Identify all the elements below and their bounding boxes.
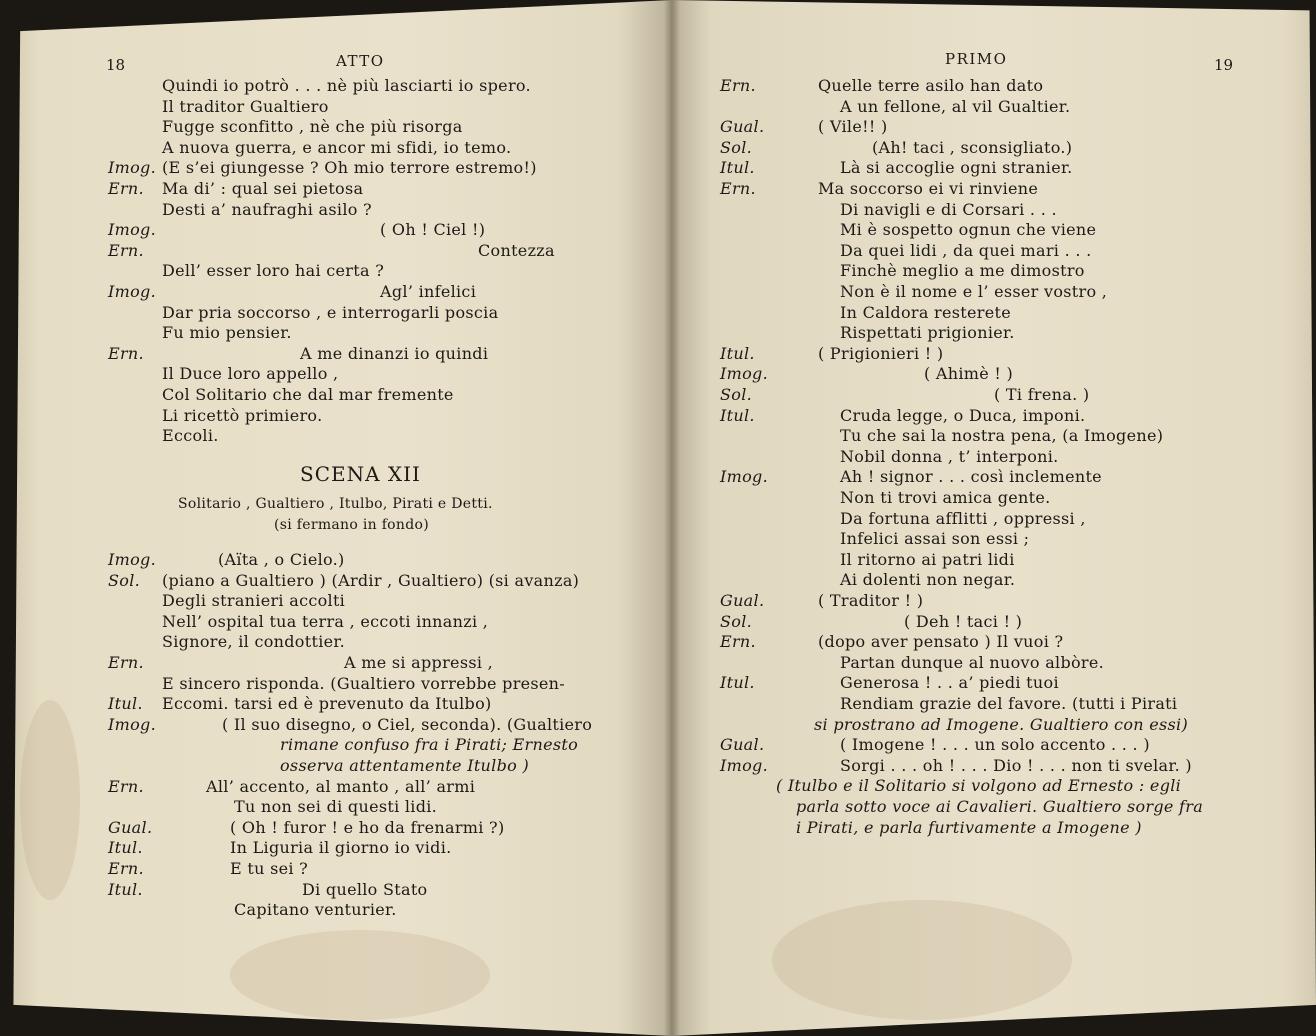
verse-line: Finchè meglio a me dimostro bbox=[840, 261, 1085, 281]
verse-line: In Liguria il giorno io vidi. bbox=[230, 838, 452, 858]
verse-line: Eccoli. bbox=[162, 426, 219, 446]
speaker-label: Ern. bbox=[108, 776, 144, 796]
verse-line: Contezza bbox=[478, 240, 555, 260]
speaker-label: Imog. bbox=[108, 220, 156, 240]
speaker-label: Imog. bbox=[108, 714, 156, 734]
verse-line: Dar pria soccorso , e interrogarli poscia bbox=[162, 302, 499, 322]
speaker-label: Imog. bbox=[720, 364, 768, 384]
right-page-number: 19 bbox=[1214, 56, 1234, 74]
speaker-label: Ern. bbox=[720, 632, 756, 652]
verse-line: si prostrano ad Imogene. Gualtiero con essi) bbox=[814, 714, 1188, 734]
scene-cast: Solitario , Gualtiero , Itulbo, Pirati e Detti. bbox=[178, 496, 493, 512]
book-gutter bbox=[664, 0, 680, 1036]
verse-line: A nuova guerra, e ancor mi sfidi, io temo. bbox=[162, 137, 512, 157]
water-stain bbox=[772, 900, 1072, 1020]
left-page-number: 18 bbox=[106, 56, 126, 74]
verse-line: ( Il suo disegno, o Ciel, seconda). (Gualtiero bbox=[222, 714, 593, 734]
verse-line: Dell’ esser loro hai certa ? bbox=[162, 261, 385, 281]
verse-line: rimane confuso fra i Pirati; Ernesto bbox=[280, 735, 579, 755]
verse-line: A me dinanzi io quindi bbox=[300, 343, 489, 363]
verse-line: osserva attentamente Itulbo ) bbox=[280, 756, 529, 775]
verse-line: Tu che sai la nostra pena, (a Imogene) bbox=[840, 426, 1164, 446]
verse-line: (Ah! taci , sconsigliato.) bbox=[872, 137, 1073, 157]
verse-line: ( Traditor ! ) bbox=[818, 591, 924, 610]
verse-line: (dopo aver pensato ) Il vuoi ? bbox=[818, 632, 1064, 652]
verse-line: Tu non sei di questi lidi. bbox=[234, 797, 438, 817]
verse-line: Da quei lidi , da quei mari . . . bbox=[840, 240, 1092, 260]
speaker-label: Imog. bbox=[720, 755, 768, 775]
verse-line: (E s’ei giungesse ? Oh mio terrore estremo!) bbox=[162, 158, 537, 178]
verse-line: Eccomi. tarsi ed è prevenuto da Itulbo) bbox=[162, 694, 492, 714]
verse-line: Quelle terre asilo han dato bbox=[818, 76, 1044, 95]
speaker-label: Gual. bbox=[108, 817, 153, 837]
speaker-label: Itul. bbox=[720, 405, 755, 425]
speaker-label: Itul. bbox=[108, 879, 143, 899]
water-stain bbox=[20, 700, 80, 900]
verse-line: ( Prigionieri ! ) bbox=[818, 343, 944, 363]
verse-line: In Caldora resterete bbox=[840, 302, 1011, 322]
verse-line: Generosa ! . . a’ piedi tuoi bbox=[840, 673, 1059, 693]
speaker-label: Imog. bbox=[108, 282, 156, 301]
speaker-label: Imog. bbox=[108, 550, 156, 569]
verse-line: (piano a Gualtiero ) (Ardir , Gualtiero) (si avanza) bbox=[162, 570, 580, 590]
verse-line: E tu sei ? bbox=[230, 859, 309, 878]
verse-line: Rispettati prigionier. bbox=[840, 323, 1015, 343]
left-running-head: ATTO bbox=[336, 52, 385, 70]
verse-line: Il Duce loro appello , bbox=[162, 364, 339, 384]
verse-line: Ai dolenti non negar. bbox=[840, 570, 1016, 590]
verse-line: Li ricettò primiero. bbox=[162, 405, 323, 425]
verse-line: Di navigli e di Corsari . . . bbox=[840, 199, 1057, 219]
speaker-label: Ern. bbox=[108, 653, 144, 672]
verse-line: Col Solitario che dal mar fremente bbox=[162, 385, 454, 404]
verse-line: Ah ! signor . . . così inclemente bbox=[840, 467, 1102, 487]
speaker-label: Sol. bbox=[108, 570, 140, 590]
verse-line: ( Oh ! furor ! e ho da frenarmi ?) bbox=[230, 817, 505, 837]
verse-line: Non ti trovi amica gente. bbox=[840, 488, 1051, 507]
scene-title: SCENA XII bbox=[300, 462, 421, 486]
speaker-label: Imog. bbox=[108, 158, 156, 178]
verse-line: Di quello Stato bbox=[302, 879, 428, 899]
verse-line: Da fortuna afflitti , oppressi , bbox=[840, 508, 1086, 528]
speaker-label: Ern. bbox=[108, 179, 144, 198]
verse-line: Signore, il condottier. bbox=[162, 632, 345, 652]
speaker-label: Ern. bbox=[720, 179, 756, 198]
verse-line: Agl’ infelici bbox=[380, 282, 477, 301]
speaker-label: Gual. bbox=[720, 591, 765, 610]
right-running-head: PRIMO bbox=[945, 50, 1008, 68]
verse-line: Nell’ ospital tua terra , eccoti innanzi , bbox=[162, 611, 489, 631]
speaker-label: Imog. bbox=[720, 467, 768, 487]
speaker-label: Itul. bbox=[720, 158, 755, 178]
verse-line: Partan dunque al nuovo albòre. bbox=[840, 652, 1105, 672]
scene-direction: (si fermano in fondo) bbox=[274, 517, 429, 533]
verse-line: ( Vile!! ) bbox=[818, 117, 888, 137]
verse-line: Desti a’ naufraghi asilo ? bbox=[162, 199, 372, 219]
speaker-label: Itul. bbox=[108, 838, 143, 858]
verse-line: Cruda legge, o Duca, imponi. bbox=[840, 405, 1086, 425]
verse-line: ( Itulbo e il Solitario si volgono ad Ernesto : egli bbox=[776, 776, 1182, 796]
verse-line: i Pirati, e parla furtivamente a Imogene ) bbox=[796, 817, 1142, 837]
verse-line: Sorgi . . . oh ! . . . Dio ! . . . non ti svelar. ) bbox=[840, 755, 1192, 775]
speaker-label: Gual. bbox=[720, 735, 765, 755]
verse-line: Il ritorno ai patri lidi bbox=[840, 549, 1015, 569]
speaker-label: Ern. bbox=[108, 240, 144, 260]
verse-line: Nobil donna , t’ interponi. bbox=[840, 446, 1059, 466]
speaker-label: Gual. bbox=[720, 117, 765, 137]
verse-line: Là si accoglie ogni stranier. bbox=[840, 158, 1073, 178]
verse-line: ( Deh ! taci ! ) bbox=[904, 611, 1023, 631]
verse-line: All’ accento, al manto , all’ armi bbox=[206, 776, 476, 796]
verse-line: ( Imogene ! . . . un solo accento . . . ) bbox=[840, 735, 1150, 755]
verse-line: Il traditor Gualtiero bbox=[162, 96, 329, 116]
speaker-label: Sol. bbox=[720, 611, 752, 631]
verse-line: ( Ti frena. ) bbox=[994, 385, 1090, 404]
verse-line: Rendiam grazie del favore. (tutti i Pirati bbox=[840, 694, 1178, 713]
speaker-label: Ern. bbox=[108, 859, 144, 878]
verse-line: Degli stranieri accolti bbox=[162, 591, 346, 611]
verse-line: Non è il nome e l’ esser vostro , bbox=[840, 282, 1108, 301]
verse-line: (Aïta , o Cielo.) bbox=[218, 550, 345, 569]
speaker-label: Itul. bbox=[720, 673, 755, 693]
verse-line: Ma soccorso ei vi rinviene bbox=[818, 179, 1039, 198]
speaker-label: Itul. bbox=[108, 694, 143, 714]
verse-line: Mi è sospetto ognun che viene bbox=[840, 220, 1097, 240]
speaker-label: Sol. bbox=[720, 385, 752, 404]
verse-line: Quindi io potrò . . . nè più lasciarti io spero. bbox=[162, 76, 531, 95]
verse-line: Infelici assai son essi ; bbox=[840, 529, 1030, 549]
verse-line: A me si appressi , bbox=[344, 653, 494, 672]
verse-line: ( Ahimè ! ) bbox=[924, 364, 1014, 384]
speaker-label: Ern. bbox=[720, 76, 756, 95]
verse-line: E sincero risponda. (Gualtiero vorrebbe presen- bbox=[162, 673, 565, 693]
speaker-label: Ern. bbox=[108, 343, 144, 363]
verse-line: Fu mio pensier. bbox=[162, 323, 292, 343]
verse-line: Fugge sconfitto , nè che più risorga bbox=[162, 117, 463, 137]
verse-line: ( Oh ! Ciel !) bbox=[380, 220, 486, 240]
verse-line: Capitano venturier. bbox=[234, 900, 397, 920]
verse-line: parla sotto voce ai Cavalieri. Gualtiero sorge fra bbox=[796, 797, 1204, 816]
water-stain bbox=[230, 930, 490, 1020]
verse-line: A un fellone, al vil Gualtier. bbox=[840, 96, 1071, 116]
speaker-label: Sol. bbox=[720, 137, 752, 157]
speaker-label: Itul. bbox=[720, 343, 755, 363]
verse-line: Ma di’ : qual sei pietosa bbox=[162, 179, 364, 198]
